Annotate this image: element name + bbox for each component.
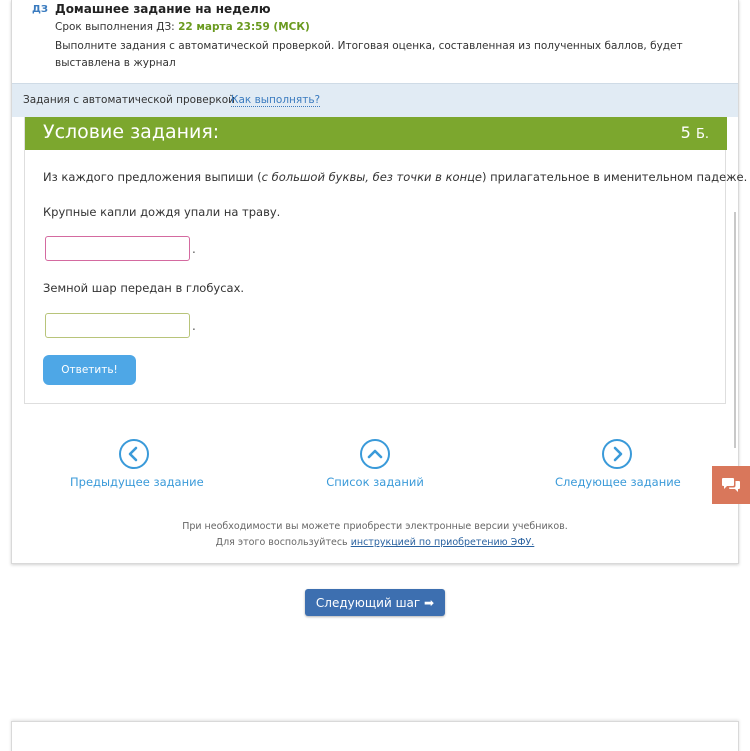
homework-description: Выполните задания с автоматической проверкой. Итоговая оценка, составленная из полученных баллов, будет выставлена в журнал <box>55 40 683 69</box>
next-card <box>11 721 739 751</box>
sentence-1: Крупные капли дождя упали на траву. <box>43 205 281 219</box>
instruction-italic: с большой буквы, без точки в конце <box>261 170 482 184</box>
instruction-start: Из каждого предложения выпиши ( <box>43 170 262 184</box>
next-step-button[interactable]: Следующий шаг ➡ <box>305 589 445 616</box>
prev-task-label[interactable]: Предыдущее задание <box>70 475 204 489</box>
how-to-link[interactable]: Как выполнять? <box>231 94 321 106</box>
answer-suffix-2: . <box>192 319 196 333</box>
task-title: Условие задания: <box>43 121 220 143</box>
homework-card <box>11 0 748 564</box>
task-points <box>681 123 709 142</box>
task-list-nav[interactable] <box>324 439 426 489</box>
task-panel <box>24 117 748 404</box>
footer-line-2 <box>12 535 738 551</box>
chevron-left-icon[interactable] <box>119 439 149 469</box>
answer-input-1[interactable] <box>45 236 190 261</box>
footer-note <box>12 519 738 551</box>
homework-tag: ДЗ <box>32 4 49 15</box>
next-task-nav[interactable] <box>555 439 679 489</box>
homework-deadline <box>55 21 310 33</box>
homework-title: Домашнее задание на неделю <box>55 2 271 16</box>
deadline-label: Срок выполнения ДЗ: <box>55 21 179 33</box>
deadline-date: 22 марта 23:59 (МСК) <box>178 21 310 33</box>
prev-task-nav[interactable] <box>70 439 204 489</box>
chevron-up-icon[interactable] <box>360 439 390 469</box>
answer-input-2[interactable] <box>45 313 190 338</box>
auto-check-label: Задания с автоматической проверкой <box>23 94 235 106</box>
sentence-2: Земной шар передан в глобусах. <box>43 281 245 295</box>
scrollbar[interactable] <box>734 212 736 448</box>
chat-button[interactable] <box>712 466 750 504</box>
points-unit: Б. <box>695 127 709 142</box>
auto-check-strip <box>12 83 738 117</box>
next-task-label[interactable]: Следующее задание <box>555 475 681 489</box>
answer-suffix-1: . <box>192 242 196 256</box>
efu-instruction-link[interactable]: инструкцией по приобретению ЭФУ. <box>350 537 535 548</box>
task-header <box>25 117 727 150</box>
answer-button[interactable]: Ответить! <box>43 355 136 385</box>
chevron-right-icon[interactable] <box>602 439 632 469</box>
chat-icon <box>721 476 741 494</box>
instruction-end: ) прилагательное в именительном падеже. <box>482 170 748 184</box>
task-list-label[interactable]: Список заданий <box>326 475 424 489</box>
footer-line-2-text: Для этого воспользуйтесь <box>215 537 351 548</box>
points-value: 5 <box>680 123 691 142</box>
footer-line-1: При необходимости вы можете приобрести электронные версии учебников. <box>182 521 568 532</box>
task-instruction <box>43 170 747 184</box>
